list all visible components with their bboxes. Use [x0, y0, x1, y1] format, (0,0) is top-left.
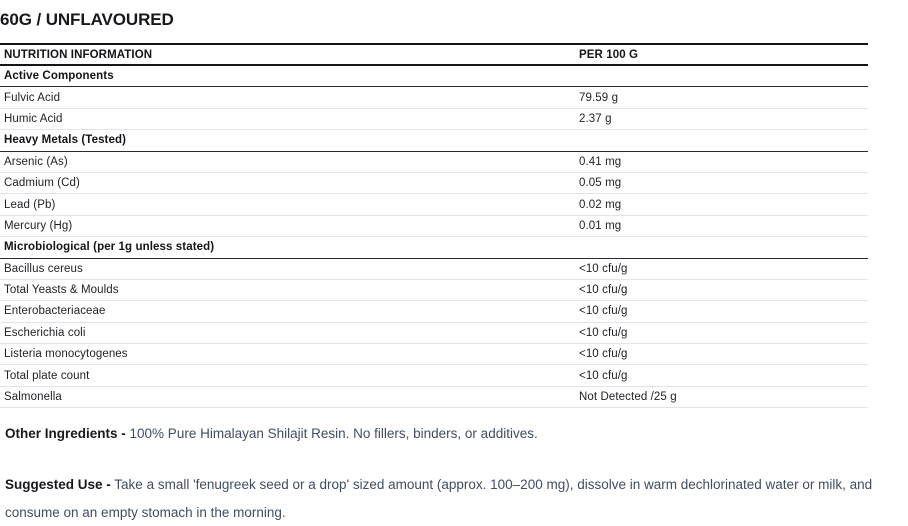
row-value: <10 cfu/g: [579, 262, 628, 275]
section-title: Heavy Metals (Tested): [4, 134, 127, 147]
product-info-page: [0, 9, 908, 523]
other-ingredients-note: [5, 424, 876, 444]
table-row: [0, 87, 868, 108]
table-row: [0, 259, 868, 280]
row-label: Humic Acid: [4, 112, 63, 125]
suggested-use-text: Take a small 'fenugreek seed or a drop' sized amount (approx. 100–200 mg), dissolve in warm dechlorinated water or milk, and consume on an empty stomach in the morning.: [5, 477, 873, 520]
variant-title: 60G / UNFLAVOURED: [0, 10, 174, 29]
table-section-header: [0, 237, 868, 258]
row-value: <10 cfu/g: [579, 348, 628, 361]
row-label: Fulvic Acid: [4, 91, 61, 104]
row-label: Enterobacteriaceae: [4, 305, 106, 318]
row-label: Escherichia coli: [4, 326, 86, 339]
table-row: [0, 344, 868, 365]
suggested-use-label: Suggested Use -: [5, 477, 111, 493]
row-label: Lead (Pb): [4, 198, 56, 211]
row-label: Salmonella: [4, 391, 62, 404]
table-section-header: [0, 130, 868, 151]
row-label: Total plate count: [4, 369, 90, 382]
table-header-per-100g: PER 100 G: [579, 48, 639, 61]
table-row: [0, 173, 868, 194]
table-section-header: [0, 66, 868, 87]
row-label: Listeria monocytogenes: [4, 348, 128, 361]
row-value: <10 cfu/g: [579, 284, 628, 297]
row-value: <10 cfu/g: [579, 326, 628, 339]
row-label: Bacillus cereus: [4, 262, 83, 275]
row-value: Not Detected /25 g: [579, 391, 677, 404]
suggested-use-note: [5, 471, 876, 526]
table-row: [0, 109, 868, 130]
nutrition-table: [0, 43, 868, 408]
row-value: 79.59 g: [579, 91, 619, 104]
section-title: Microbiological (per 1g unless stated): [4, 241, 215, 254]
table-row: [0, 152, 868, 173]
table-row: [0, 387, 868, 408]
table-row: [0, 216, 868, 237]
table-header-nutrition-information: NUTRITION INFORMATION: [4, 48, 153, 61]
table-row: [0, 365, 868, 386]
table-row: [0, 301, 868, 322]
row-label: Mercury (Hg): [4, 219, 73, 232]
notes: [0, 424, 876, 526]
row-label: Arsenic (As): [4, 155, 68, 168]
table-row: [0, 323, 868, 344]
section-title: Active Components: [4, 70, 114, 83]
table-body: [0, 66, 868, 408]
row-label: Total Yeasts & Moulds: [4, 284, 119, 297]
row-value: <10 cfu/g: [579, 305, 628, 318]
other-ingredients-label: Other Ingredients -: [5, 426, 126, 442]
row-value: 0.41 mg: [579, 155, 622, 168]
row-label: Cadmium (Cd): [4, 177, 80, 190]
row-value: 2.37 g: [579, 112, 612, 125]
table-header-row: [0, 45, 868, 66]
row-value: <10 cfu/g: [579, 369, 628, 382]
row-value: 0.01 mg: [579, 219, 622, 232]
row-value: 0.02 mg: [579, 198, 622, 211]
other-ingredients-text: 100% Pure Himalayan Shilajit Resin. No fillers, binders, or additives.: [129, 426, 538, 442]
row-value: 0.05 mg: [579, 177, 622, 190]
table-row: [0, 194, 868, 215]
table-row: [0, 280, 868, 301]
